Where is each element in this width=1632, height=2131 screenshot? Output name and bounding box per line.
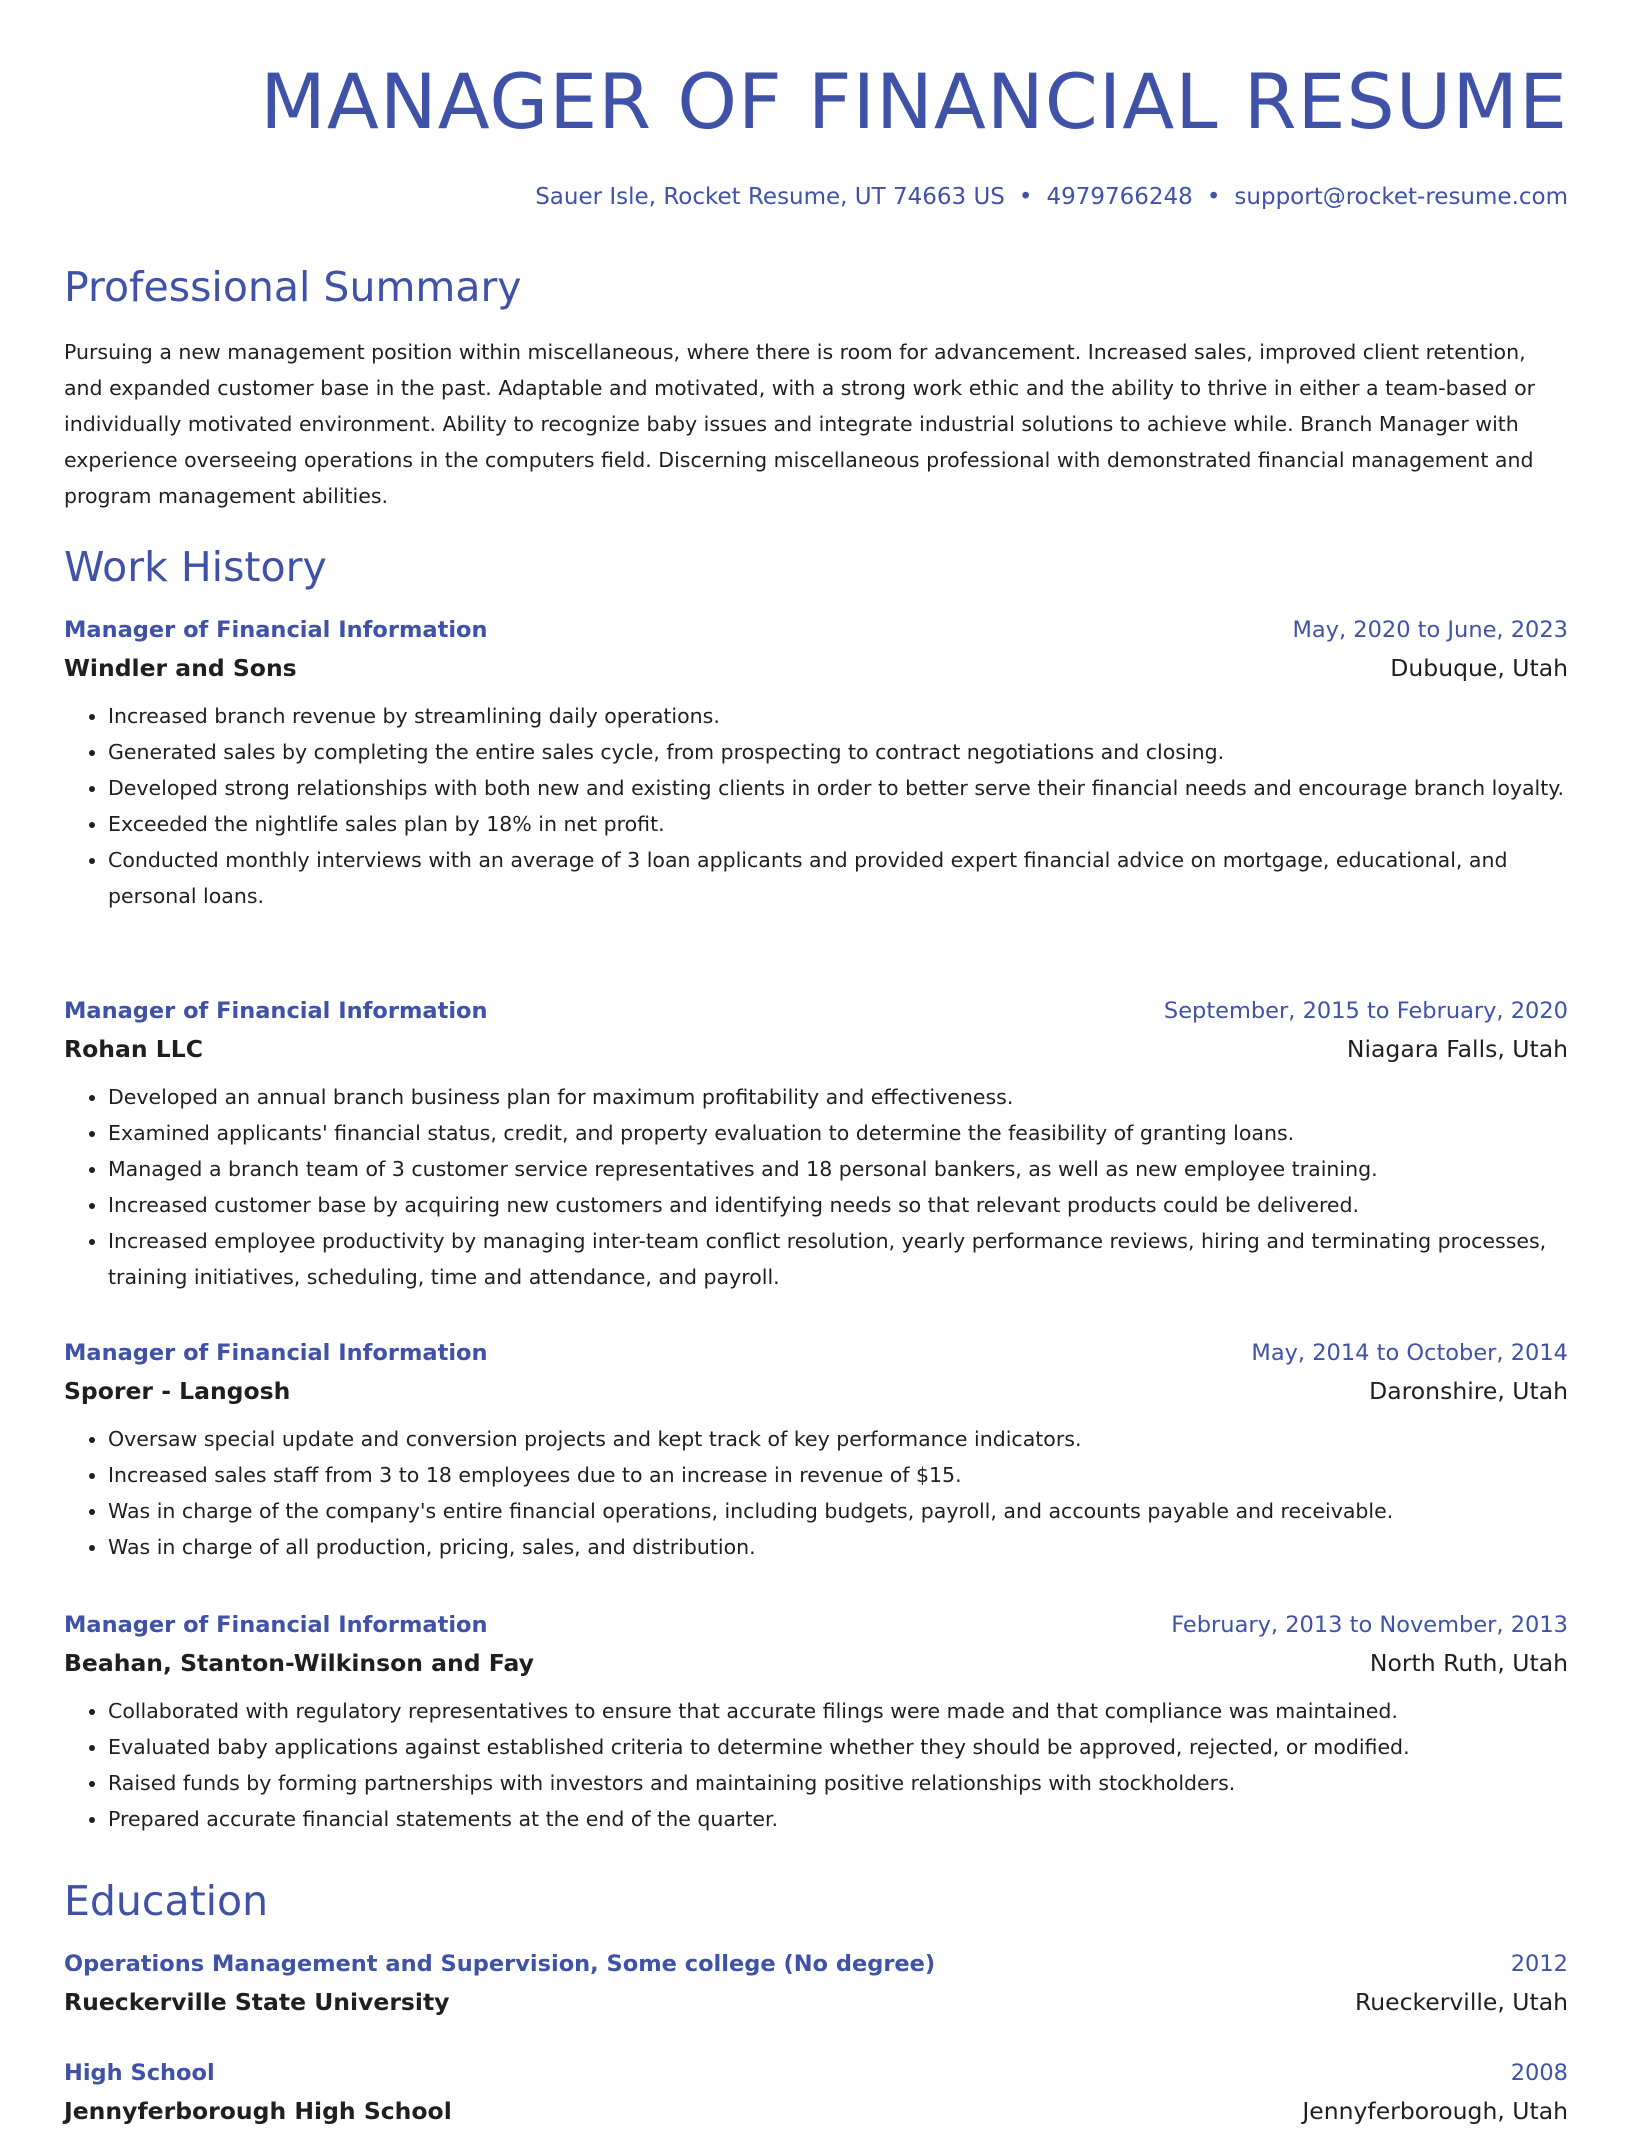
job-company: Beahan, Stanton-Wilkinson and Fay — [64, 1649, 534, 1677]
section-heading-work: Work History — [64, 543, 327, 591]
job-dates: February, 2013 to November, 2013 — [1171, 1612, 1568, 1638]
contact-separator: • — [1018, 184, 1033, 210]
contact-line — [64, 182, 1568, 212]
job-dates: May, 2020 to June, 2023 — [1292, 617, 1568, 643]
job-bullet: • Prepared accurate financial statements at the end of the quarter. — [108, 1801, 1568, 1837]
education-school: Jennyferborough High School — [64, 2097, 452, 2125]
section-heading-summary: Professional Summary — [64, 263, 522, 311]
education-degree: Operations Management and Supervision, Some college (No degree) — [64, 1951, 936, 1977]
job-entry — [64, 612, 1568, 914]
contact-email[interactable]: support@rocket-resume.com — [1234, 184, 1568, 210]
job-location: Niagara Falls, Utah — [1346, 1035, 1568, 1063]
job-bullet: • Oversaw special update and conversion projects and kept track of key performance indicators. — [108, 1421, 1568, 1457]
job-bullet: • Managed a branch team of 3 customer service representatives and 18 personal bankers, as well as new employee training. — [108, 1151, 1568, 1187]
job-bullet: • Developed an annual branch business plan for maximum profitability and effectiveness. — [108, 1079, 1568, 1115]
job-bullet: • Conducted monthly interviews with an average of 3 loan applicants and provided expert financial advice on mortgage, educational, and personal loans. — [108, 842, 1568, 914]
education-entry — [64, 1946, 1568, 2022]
education-location: Rueckerville, Utah — [1354, 1988, 1568, 2016]
job-location: North Ruth, Utah — [1369, 1649, 1568, 1677]
education-location: Jennyferborough, Utah — [1302, 2097, 1568, 2125]
job-bullet: • Exceeded the nightlife sales plan by 18% in net profit. — [108, 806, 1568, 842]
education-year: 2012 — [1510, 1951, 1568, 1977]
job-bullets — [64, 698, 1568, 914]
education-degree: High School — [64, 2060, 215, 2086]
job-company: Sporer - Langosh — [64, 1377, 291, 1405]
job-title: Manager of Financial Information — [64, 998, 488, 1024]
job-bullet: • Increased branch revenue by streamlining daily operations. — [108, 698, 1568, 734]
job-title: Manager of Financial Information — [64, 1612, 488, 1638]
job-entry — [64, 993, 1568, 1295]
job-bullet: • Increased customer base by acquiring new customers and identifying needs so that relevant products could be delivered. — [108, 1187, 1568, 1223]
contact-phone: 4979766248 — [1046, 184, 1193, 210]
job-bullets — [64, 1079, 1568, 1295]
job-bullet: • Was in charge of the company's entire financial operations, including budgets, payroll, and accounts payable and receivable. — [108, 1493, 1568, 1529]
job-dates: May, 2014 to October, 2014 — [1251, 1340, 1568, 1366]
job-bullets — [64, 1693, 1568, 1837]
job-title: Manager of Financial Information — [64, 617, 488, 643]
job-bullet: • Raised funds by forming partnerships with investors and maintaining positive relationships with stockholders. — [108, 1765, 1568, 1801]
job-bullet: • Examined applicants' financial status, credit, and property evaluation to determine the feasibility of granting loans. — [108, 1115, 1568, 1151]
job-bullet: • Increased sales staff from 3 to 18 employees due to an increase in revenue of $15. — [108, 1457, 1568, 1493]
education-year: 2008 — [1510, 2060, 1568, 2086]
job-bullet: • Was in charge of all production, pricing, sales, and distribution. — [108, 1529, 1568, 1565]
job-company: Rohan LLC — [64, 1035, 203, 1063]
resume-title: MANAGER OF FINANCIAL RESUME — [260, 57, 1568, 146]
job-entry — [64, 1607, 1568, 1837]
job-bullet: • Developed strong relationships with both new and existing clients in order to better serve their financial needs and encourage branch loyalty. — [108, 770, 1568, 806]
job-entry — [64, 1335, 1568, 1565]
summary-text: Pursuing a new management position within miscellaneous, where there is room for advancement. Increased sales, improved client retention, and expanded customer base in the past. Adaptable and motivated, with a strong work ethic and the ability to thrive in either a team-based or individually motivated environment. Ability to recognize baby issues and integrate industrial solutions to achieve while. Branch Manager with experience overseeing operations in the computers field. Discerning miscellaneous professional with demonstrated financial management and program management abilities. — [64, 340, 1536, 508]
contact-separator: • — [1206, 184, 1221, 210]
job-company: Windler and Sons — [64, 654, 297, 682]
job-title: Manager of Financial Information — [64, 1340, 488, 1366]
contact-address: Sauer Isle, Rocket Resume, UT 74663 US — [535, 184, 1005, 210]
section-heading-education: Education — [64, 1877, 269, 1925]
job-location: Dubuque, Utah — [1390, 654, 1568, 682]
job-bullet: • Increased employee productivity by managing inter-team conflict resolution, yearly performance reviews, hiring and terminating processes, training initiatives, scheduling, time and attendance, and payroll. — [108, 1223, 1568, 1295]
job-bullet: • Generated sales by completing the entire sales cycle, from prospecting to contract negotiations and closing. — [108, 734, 1568, 770]
job-location: Daronshire, Utah — [1369, 1377, 1568, 1405]
education-school: Rueckerville State University — [64, 1988, 450, 2016]
job-bullet: • Evaluated baby applications against established criteria to determine whether they should be approved, rejected, or modified. — [108, 1729, 1568, 1765]
education-entry — [64, 2055, 1568, 2131]
job-bullets — [64, 1421, 1568, 1565]
job-bullet: • Collaborated with regulatory representatives to ensure that accurate filings were made and that compliance was maintained. — [108, 1693, 1568, 1729]
job-dates: September, 2015 to February, 2020 — [1163, 998, 1568, 1024]
